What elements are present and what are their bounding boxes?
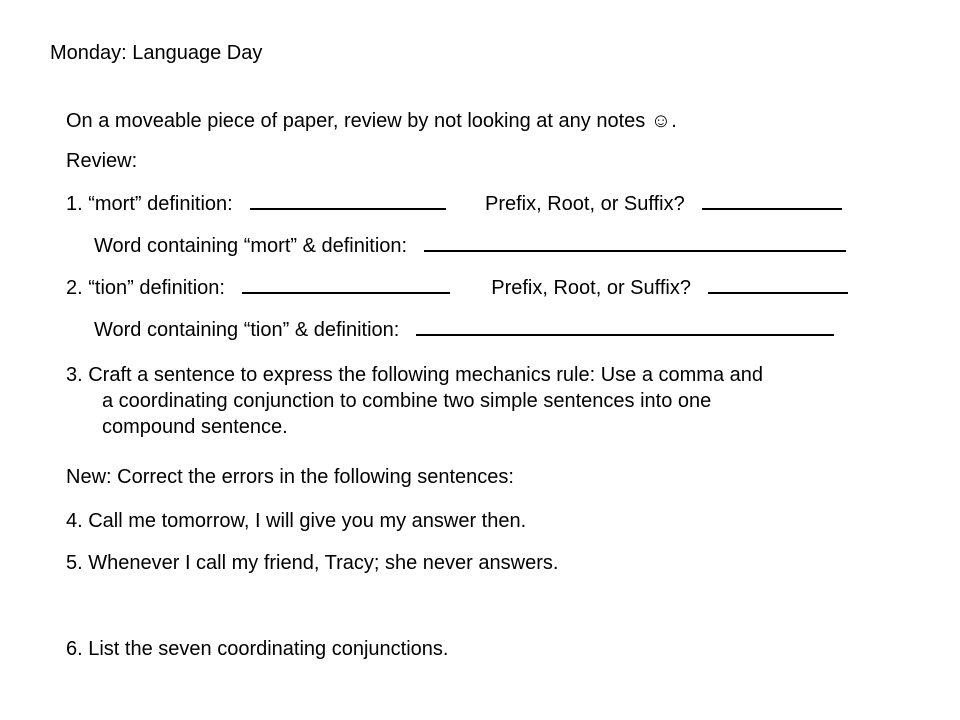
item2-question: Prefix, Root, or Suffix? <box>491 277 691 299</box>
item2-affix-blank <box>708 274 848 294</box>
item6-text: 6. List the seven coordinating conjunctions. <box>66 638 449 660</box>
item1-word-blank <box>424 232 846 252</box>
item3-block <box>66 362 926 440</box>
item1-word-label: Word containing “mort” & definition: <box>94 235 408 257</box>
item3-line2: a coordinating conjunction to combine two simple sentences into one <box>102 390 712 412</box>
item3-line3: compound sentence. <box>102 416 288 438</box>
item1-question: Prefix, Root, or Suffix? <box>484 193 685 215</box>
item1-row <box>66 190 842 217</box>
item1-definition-label: 1. “mort” definition: <box>66 193 233 215</box>
item3-line1: 3. Craft a sentence to express the following mechanics rule: Use a comma and <box>66 364 764 386</box>
item1-affix-blank <box>702 190 842 210</box>
item4-text: 4. Call me tomorrow, I will give you my answer then. <box>66 510 527 532</box>
item2-definition-blank <box>242 274 450 294</box>
slide-title: Monday: Language Day <box>50 42 263 64</box>
intro-text: On a moveable piece of paper, review by not looking at any notes ☺. <box>66 110 677 132</box>
new-label: New: Correct the errors in the following sentences: <box>66 466 514 488</box>
item2-word-row <box>94 316 834 343</box>
item1-definition-blank <box>250 190 446 210</box>
item2-word-blank <box>416 316 834 336</box>
item2-definition-label: 2. “tion” definition: <box>66 277 225 299</box>
item5-text: 5. Whenever I call my friend, Tracy; she never answers. <box>66 552 559 574</box>
item1-word-row <box>94 232 846 259</box>
review-label: Review: <box>66 150 138 172</box>
item2-row <box>66 274 848 301</box>
item2-word-label: Word containing “tion” & definition: <box>94 319 400 341</box>
